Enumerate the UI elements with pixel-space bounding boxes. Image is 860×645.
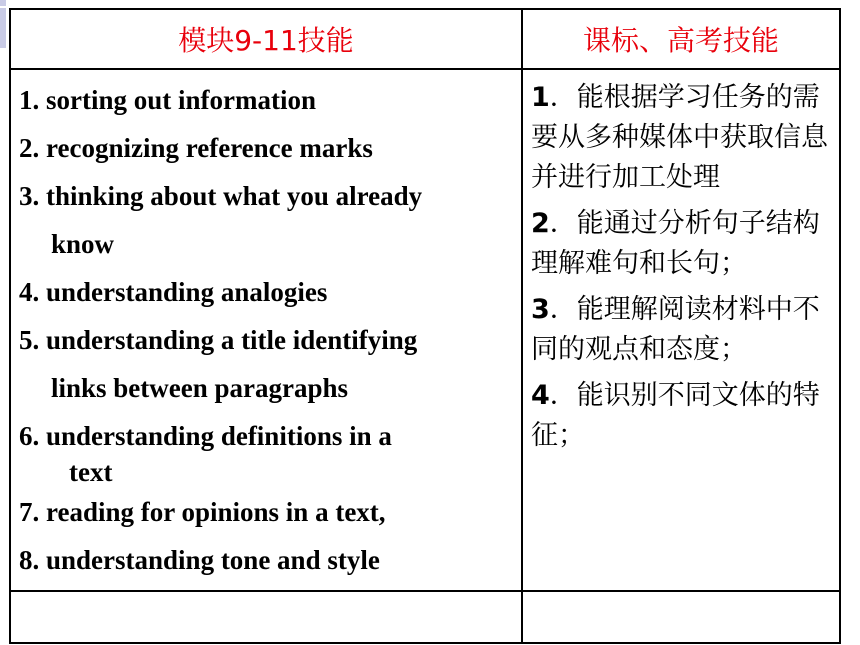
skill-text: ．能根据学习任务的需要从多种媒体中获取信息并进行加工处理 — [531, 82, 828, 193]
item-number: 4 — [531, 380, 550, 411]
skill-text: 8. understanding tone and style — [19, 545, 380, 575]
content-row — [10, 69, 840, 591]
list-item — [19, 124, 521, 172]
skill-text: 3. thinking about what you already — [19, 181, 423, 211]
skill-continuation: links between paragraphs — [51, 373, 349, 403]
item-number: 3 — [531, 294, 550, 325]
skill-text: 7. reading for opinions in a text, — [19, 497, 386, 527]
skill-text: 6. understanding definitions in a — [19, 421, 392, 451]
list-item — [531, 290, 839, 370]
skill-text: ．能通过分析句子结构理解难句和长句； — [531, 208, 820, 279]
list-item — [19, 488, 521, 536]
skill-text: ．能识别不同文体的特征； — [531, 380, 820, 451]
header-module-skills — [10, 9, 522, 69]
list-item — [19, 268, 521, 316]
header-right-text: 课标、高考技能 — [582, 24, 779, 57]
skill-text: 4. understanding analogies — [19, 277, 328, 307]
item-number: 1 — [531, 82, 550, 113]
list-item — [19, 316, 521, 412]
module-skills-list — [11, 70, 521, 584]
skill-text: 5. understanding a title identifying — [19, 325, 418, 355]
list-item — [19, 536, 521, 584]
header-left-text: 模块9-11技能 — [178, 24, 354, 57]
list-item — [531, 376, 839, 456]
corner-decoration — [0, 0, 6, 6]
standard-skills-list — [523, 70, 839, 456]
list-item — [531, 204, 839, 284]
empty-cell-left — [10, 591, 522, 643]
skill-text: 2. recognizing reference marks — [19, 133, 373, 163]
header-standard-skills — [522, 9, 840, 69]
header-row — [10, 9, 840, 69]
skill-continuation: text — [69, 457, 113, 487]
list-item — [19, 412, 521, 488]
skill-text: 1. sorting out information — [19, 85, 316, 115]
list-item — [19, 76, 521, 124]
list-item — [19, 172, 521, 268]
item-number: 2 — [531, 208, 550, 239]
corner-decoration-bar — [0, 8, 6, 48]
empty-row — [10, 591, 840, 643]
empty-cell-right — [522, 591, 840, 643]
skills-comparison-table — [9, 8, 841, 644]
list-item — [531, 78, 839, 198]
standard-skills-cell — [522, 69, 840, 591]
module-skills-cell — [10, 69, 522, 591]
skill-text: ．能理解阅读材料中不同的观点和态度； — [531, 294, 820, 365]
skill-continuation: know — [51, 229, 115, 259]
